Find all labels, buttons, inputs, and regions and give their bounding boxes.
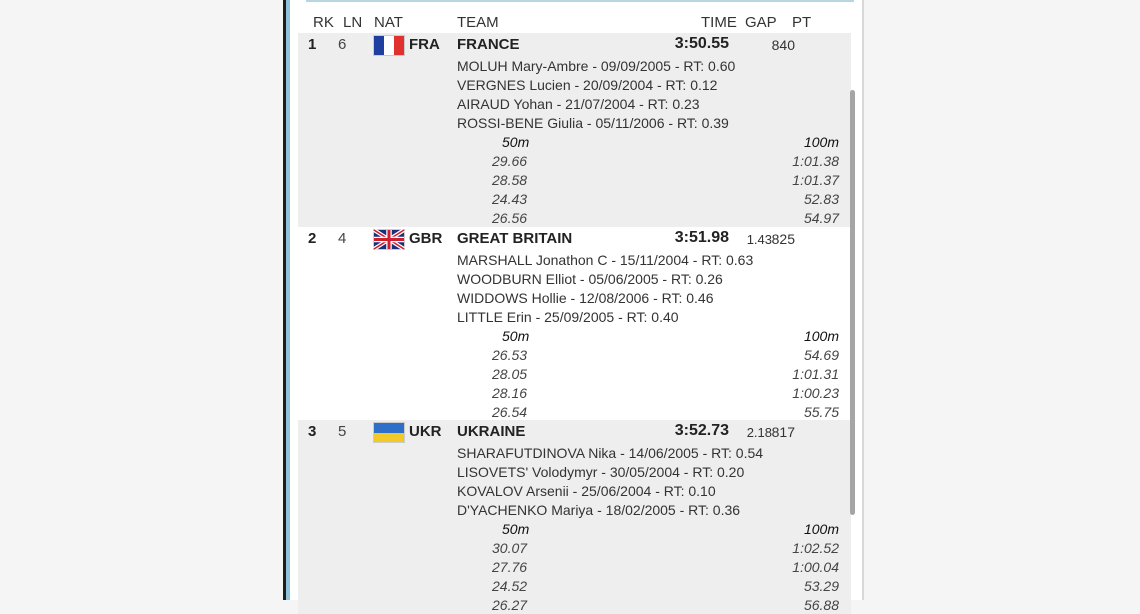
flag-great-britain-icon [374,230,404,249]
split-50m: 26.54 [492,404,528,420]
team-name[interactable]: FRANCE [457,36,520,53]
split-50m: 29.66 [492,153,528,169]
split-50m: 26.53 [492,347,528,363]
swimmer-line[interactable]: LISOVETS' Volodymyr - 30/05/2004 - RT: 0.20 [457,464,745,480]
header-nat: NAT [374,14,403,31]
points: 817 [771,424,795,440]
rank: 2 [308,230,317,247]
time-gap: 1.43 [746,232,772,247]
split-100m: 53.29 [803,578,839,594]
split-50m: 27.76 [492,559,528,575]
split-100m: 1:01.31 [792,366,839,382]
split-50m: 28.58 [492,172,528,188]
result-row-fra[interactable] [298,33,851,227]
split-50m: 26.56 [492,210,528,226]
final-time: 3:50.55 [674,35,729,52]
header-points: PT [792,14,812,31]
split-100m: 1:01.38 [792,153,839,169]
split-100m: 52.83 [803,191,839,207]
split-100m-header: 100m [803,328,839,344]
swimmer-line[interactable]: WIDDOWS Hollie - 12/08/2006 - RT: 0.46 [457,290,714,306]
split-100m: 1:01.37 [792,172,839,188]
split-100m: 1:02.52 [792,540,839,556]
split-100m: 1:00.04 [792,559,839,575]
nation-code: FRA [409,36,440,53]
swimmer-line[interactable]: VERGNES Lucien - 20/09/2004 - RT: 0.12 [457,77,718,93]
final-time: 3:51.98 [674,229,729,246]
result-row-ukr[interactable] [298,420,851,614]
swimmer-line[interactable]: LITTLE Erin - 25/09/2005 - RT: 0.40 [457,309,679,325]
swimmer-line[interactable]: KOVALOV Arsenii - 25/06/2004 - RT: 0.10 [457,483,716,499]
split-50m-header: 50m [502,521,530,537]
split-50m: 28.05 [492,366,528,382]
split-50m: 24.43 [492,191,528,207]
swimmer-line[interactable]: MARSHALL Jonathon C - 15/11/2004 - RT: 0.63 [457,252,754,268]
split-100m: 54.97 [803,210,839,226]
points: 840 [771,37,795,53]
header-gap: GAP [745,14,777,31]
time-gap: 2.18 [746,425,772,440]
swimmer-line[interactable]: MOLUH Mary-Ambre - 09/09/2005 - RT: 0.60 [457,58,736,74]
rank: 1 [308,36,317,53]
split-100m: 1:00.23 [792,385,839,401]
split-50m: 30.07 [492,540,528,556]
nation-code: UKR [409,423,442,440]
vertical-scrollbar[interactable] [850,90,855,515]
header-team: TEAM [457,14,499,31]
lane: 4 [338,230,347,247]
split-100m-header: 100m [803,521,839,537]
split-100m: 54.69 [803,347,839,363]
lane: 5 [338,423,347,440]
split-50m-header: 50m [502,328,530,344]
split-50m: 28.16 [492,385,528,401]
flag-france-icon [374,36,404,55]
swimmer-line[interactable]: WOODBURN Elliot - 05/06/2005 - RT: 0.26 [457,271,723,287]
team-name[interactable]: UKRAINE [457,423,526,440]
split-100m: 56.88 [803,597,839,613]
header-lane: LN [343,14,363,31]
split-50m: 24.52 [492,578,528,594]
team-name[interactable]: GREAT BRITAIN [457,230,573,247]
swimmer-line[interactable]: SHARAFUTDINOVA Nika - 14/06/2005 - RT: 0.54 [457,445,764,461]
points: 825 [771,231,795,247]
swimmer-line[interactable]: AIRAUD Yohan - 21/07/2004 - RT: 0.23 [457,96,700,112]
result-row-gbr[interactable] [298,227,851,421]
split-100m: 55.75 [803,404,839,420]
lane: 6 [338,36,347,53]
rank: 3 [308,423,317,440]
header-time: TIME [701,14,737,31]
panel-border-accent [286,0,290,600]
final-time: 3:52.73 [674,422,729,439]
results-panel [283,0,864,613]
flag-ukraine-icon [374,423,404,442]
panel-top-border [306,0,854,2]
nation-code: GBR [409,230,443,247]
split-50m-header: 50m [502,134,530,150]
split-50m: 26.27 [492,597,528,613]
swimmer-line[interactable]: D'YACHENKO Mariya - 18/02/2005 - RT: 0.36 [457,502,741,518]
header-rank: RK [313,14,334,31]
swimmer-line[interactable]: ROSSI-BENE Giulia - 05/11/2006 - RT: 0.39 [457,115,729,131]
split-100m-header: 100m [803,134,839,150]
